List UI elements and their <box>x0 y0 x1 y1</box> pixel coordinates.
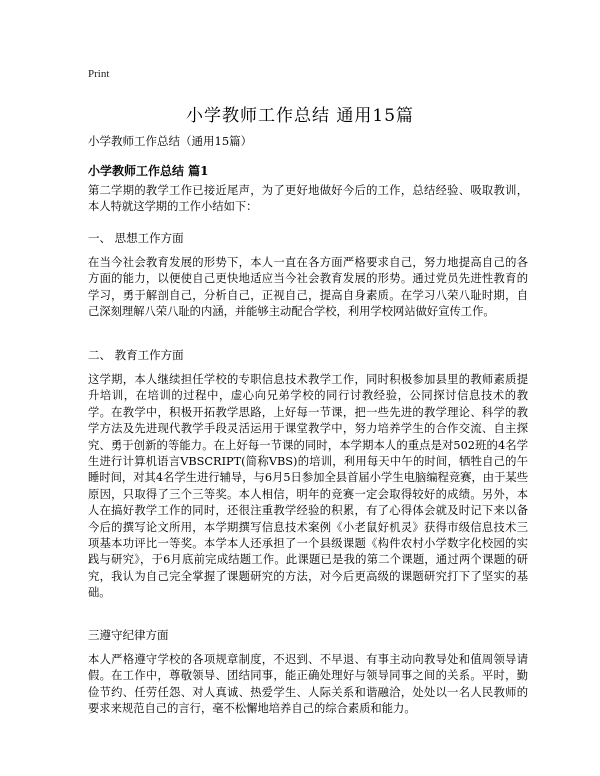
document-subtitle: 小学教师工作总结（通用15篇） <box>88 134 253 148</box>
document-title: 小学教师工作总结 通用15篇 <box>185 106 415 126</box>
section-heading-discipline: 三遵守纪律方面 <box>88 628 169 642</box>
section-heading-teaching: 二、 教育工作方面 <box>88 348 184 362</box>
print-label: Print <box>88 68 110 80</box>
article-heading: 小学教师工作总结 篇1 <box>88 164 209 178</box>
section-body-thought: 在当今社会教育发展的形势下，本人一直在各方面严格要求自己，努力地提高自己的各方面的能力，以便使自己更快地适应当今社会教育发展的形势。通过党员先进性教育的学习，勇于解剖自己，分析自己，正视自己，提高自身素质。在学习八荣八耻时期，自己深刻理解八荣八耻的内涵，并能够主动配合学校，利用学校网站做好宣传工作。 <box>88 256 528 319</box>
section-heading-thought: 一、 思想工作方面 <box>88 231 184 245</box>
section-body-teaching: 这学期，本人继续担任学校的专职信息技术教学工作，同时积极参加县里的教师素质提升培训，在培训的过程中，虚心向兄弟学校的同行讨教经验，公同探讨信息技术的教学。在教学中，积极开拓教学思路，上好每一节课，把一些先进的教学理论、科学的教学方法及先进现代教学手段灵活运用于课堂教学中，努力培养学生的合作交流、自主探究、勇于创新的等能力。在上好每一节课的同时，本学期本人的重点是对502班的4名学生进行计算机语言VBSCRIPT(简称VBS)的培训，利用每天中午的时间，牺牲自己的午睡时间，对其4名学生进行辅导，与6月5日参加全县首届小学生电脑编程竞赛，由于某些原因，只取得了三个三等奖。本人相信，明年的竞赛一定会取得较好的成绩。另外，本人在搞好教学工作的同时，还很注重教学经验的积累，有了心得体会就及时记下来以备今后的撰写论文所用，本学期撰写信息技术案例《小老鼠好机灵》获得市级信息技术三项基本功评比一等奖。本学本人还承担了一个县级课题《构件农村小学数字化校园的实践与研究》，于6月底前完成结题工作。此课题已是我的第二个课题，通过两个课题的研究，我认为自己完全掌握了课题研究的方法，对今后更高级的课题研究打下了坚实的基础。 <box>88 373 528 600</box>
intro-paragraph: 第二学期的教学工作已接近尾声，为了更好地做好今后的工作，总结经验、吸取教训，本人特就这学期的工作小结如下： <box>88 184 528 214</box>
section-body-discipline: 本人严格遵守学校的各项规章制度，不迟到、不早退、有事主动向教导处和值周领导请假。在工作中，尊敬领导、团结同事，能正确处理好与领导同事之间的关系。平时，勤俭节约、任劳任怨、对人真诚、热爱学生、人际关系和谐融洽，处处以一名人民教师的要求来规范自己的言行，毫不松懈地培养自己的综合素质和能力。 <box>88 653 528 716</box>
